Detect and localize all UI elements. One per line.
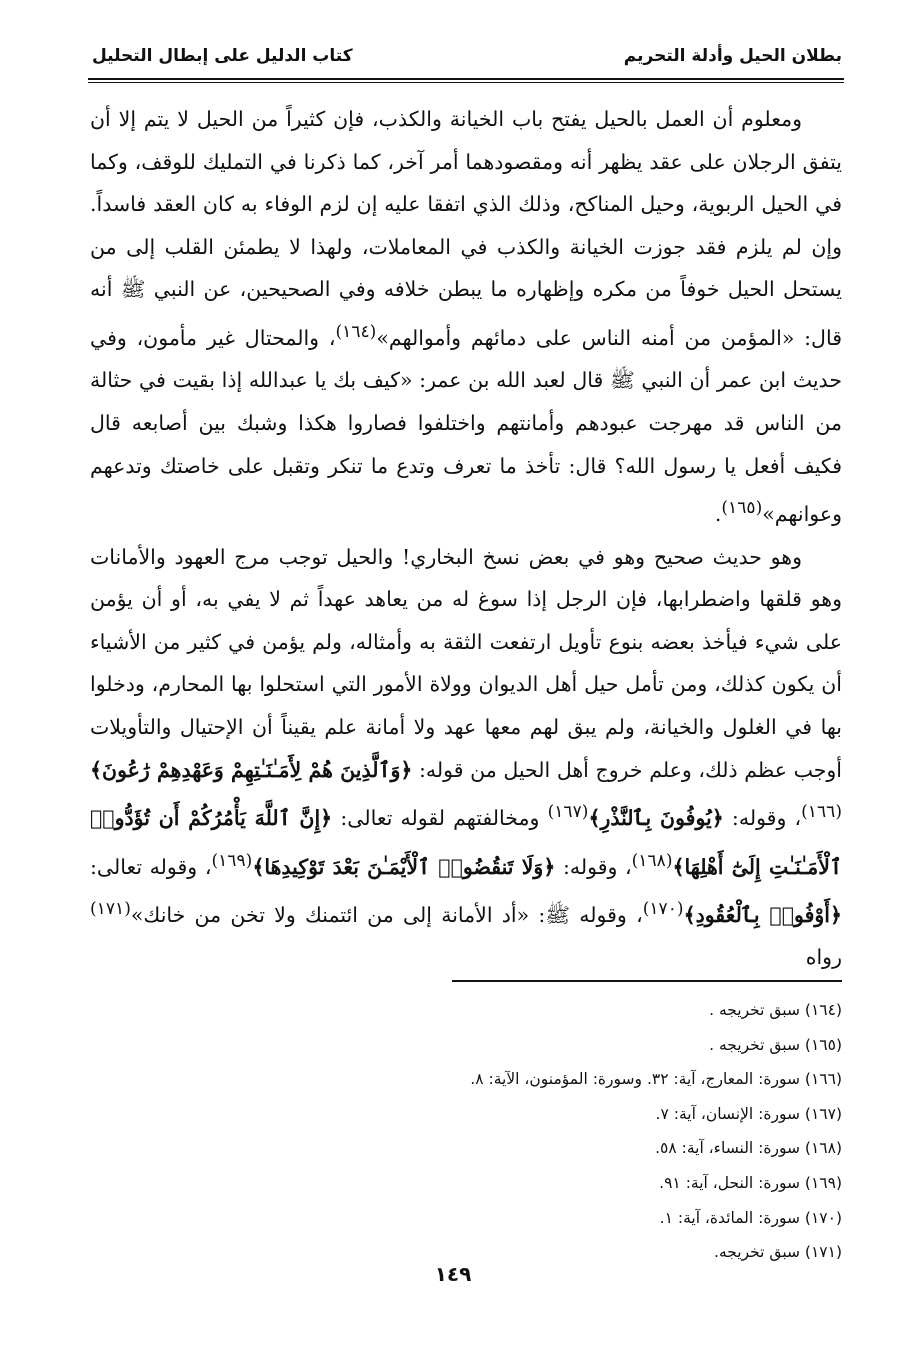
- footnote-170: (١٧٠) سورة: المائدة، آية: ١.: [659, 1208, 842, 1227]
- paragraph-2: [90, 536, 842, 979]
- header-divider-thin: [88, 82, 844, 83]
- paragraph-2-part-e: ، وقوله تعالى:: [90, 854, 212, 879]
- paragraph-2-part-c: ومخالفتهم لقوله تعالى:: [332, 805, 548, 830]
- quran-verse: ﴿يُوفُونَ بِٱلنَّذْرِ﴾: [588, 805, 724, 830]
- footnote-ref-166: (١٦٦): [801, 802, 842, 823]
- paragraph-1-end: .: [714, 502, 722, 526]
- paragraph-1-part-b: ، والمحتال غير مأمون، وفي حديث ابن عمر أن النبي ﷺ قال لعبد الله بن عمر: «كيف بك يا عبدالله إذا بقيت في حثالة من الناس قد مهرجت عبودهم وأمانتهم واختلفوا فصاروا هكذا وشبك بين أصابعه قال فكيف أفعل يا رسول الله؟ قال: تأخذ ما تعرف وتدع ما تنكر وتقبل على خاصتك وتدعهم وعوانهم»: [90, 325, 842, 526]
- footnote-ref-171: (١٧١): [90, 899, 131, 919]
- footnote-171: (١٧١) سبق تخريجه.: [714, 1243, 842, 1262]
- header-chapter-title: بطلان الحيل وأدلة التحريم: [623, 46, 842, 66]
- paragraph-2-part-g: رواه: [805, 945, 842, 970]
- main-text: [90, 98, 842, 979]
- paragraph-2-part-f: ، وقوله ﷺ: «أد الأمانة إلى من ائتمنك ولا تخن من خانك»: [130, 902, 643, 927]
- footnote-ref-165: (١٦٥): [721, 498, 763, 519]
- footnote-168: (١٦٨) سورة: النساء، آية: ٥٨.: [655, 1139, 842, 1158]
- footnote-ref-167: (١٦٧): [547, 802, 589, 823]
- quran-verse: ﴿وَلَا تَنقُضُوا۟ ٱلْأَيْمَـٰنَ بَعْدَ تَوْكِيدِهَا﴾: [252, 854, 556, 879]
- footnote-167: (١٦٧) سورة: الإنسان، آية: ٧.: [655, 1104, 842, 1123]
- header-divider: [88, 78, 844, 80]
- quran-verse: ﴿إِنَّ ٱللَّهَ يَأْمُرُكُمْ أَن تُؤَدُّوا۟ ٱلْأَمَـٰنَـٰتِ إِلَىٰٓ أَهْلِهَا﴾: [90, 805, 842, 879]
- header-book-title: كتاب الدليل على إبطال التحليل: [92, 46, 353, 66]
- quran-verse: ﴿أَوْفُوا۟ بِٱلْعُقُودِ﴾: [683, 902, 842, 927]
- footnote-165: (١٦٥) سبق تخريجه .: [709, 1035, 842, 1054]
- footnote-166: (١٦٦) سورة: المعارج، آية: ٣٢. وسورة: المؤمنون، الآية: ٨.: [470, 1070, 842, 1089]
- footnote-169: (١٦٩) سورة: النحل، آية: ٩١.: [659, 1173, 842, 1192]
- paragraph-2-part-d: ، وقوله:: [555, 854, 632, 879]
- paragraph-1: [90, 98, 842, 536]
- paragraph-2-part-b: ، وقوله:: [723, 805, 802, 830]
- footnote-ref-169: (١٦٩): [211, 850, 253, 871]
- footnote-164: (١٦٤) سبق تخريجه .: [709, 1001, 842, 1019]
- paragraph-2-part-a: وهو حديث صحيح وهو في بعض نسخ البخاري! والحيل توجب مرج العهود والأمانات وهو قلقها واضطرابها، فإن الرجل إذا سوغ له من يعاهد عهداً ثم لا يفي به، أو أن يؤمن على شيء فيأخذ بعضه بنوع تأويل ارتفعت الثقة به وأمثاله، ولم يؤمن في كثير من الأشياء أن يكون كذلك، ومن تأمل حيل أهل الديوان وولاة الأمور التي استحلوا بها المحارم، ودخلوا بها في الغلول والخيانة، ولم يبق لهم معها عهد ولا أمانة علم يقيناً أن الإحتيال والتأويلات أوجب عظم ذلك، وعلم خروج أهل الحيل من قوله:: [90, 544, 842, 782]
- footnote-ref-164: (١٦٤): [335, 321, 377, 342]
- paragraph-1-part-a: ومعلوم أن العمل بالحيل يفتح باب الخيانة والكذب، فإن كثيراً من الحيل لا يتم إلا أن يتفق الرجلان على عقد يظهر أنه ومقصودهما أمر آخر، كما ذكرنا في التمليك للوقف، وكما في الحيل الربوية، وحيل المناكح، وذلك الذي اتفقا عليه إن لزم الوفاء به كان العقد فاسداً. وإن لم يلزم فقد جوزت الخيانة والكذب في المعاملات، ولهذا لا يطمئن القلب إلى من يستحل الحيل خوفاً من مكره وإظهاره ما يبطن خلافه وفي الصحيحين، عن النبي ﷺ أنه قال: «المؤمن من أمنه الناس على دمائهم وأموالهم»: [90, 107, 842, 350]
- footnotes: [300, 993, 842, 1270]
- footnote-ref-170: (١٧٠): [642, 899, 684, 919]
- quran-verse: ﴿وَٱلَّذِينَ هُمْ لِأَمَـٰنَـٰتِهِمْ وَعَهْدِهِمْ رَٰعُونَ﴾: [90, 757, 413, 782]
- page-number: ١٤٩: [434, 1262, 472, 1286]
- footnote-separator: [452, 980, 842, 982]
- footnote-ref-168: (١٦٨): [631, 850, 673, 871]
- running-header: [92, 36, 842, 76]
